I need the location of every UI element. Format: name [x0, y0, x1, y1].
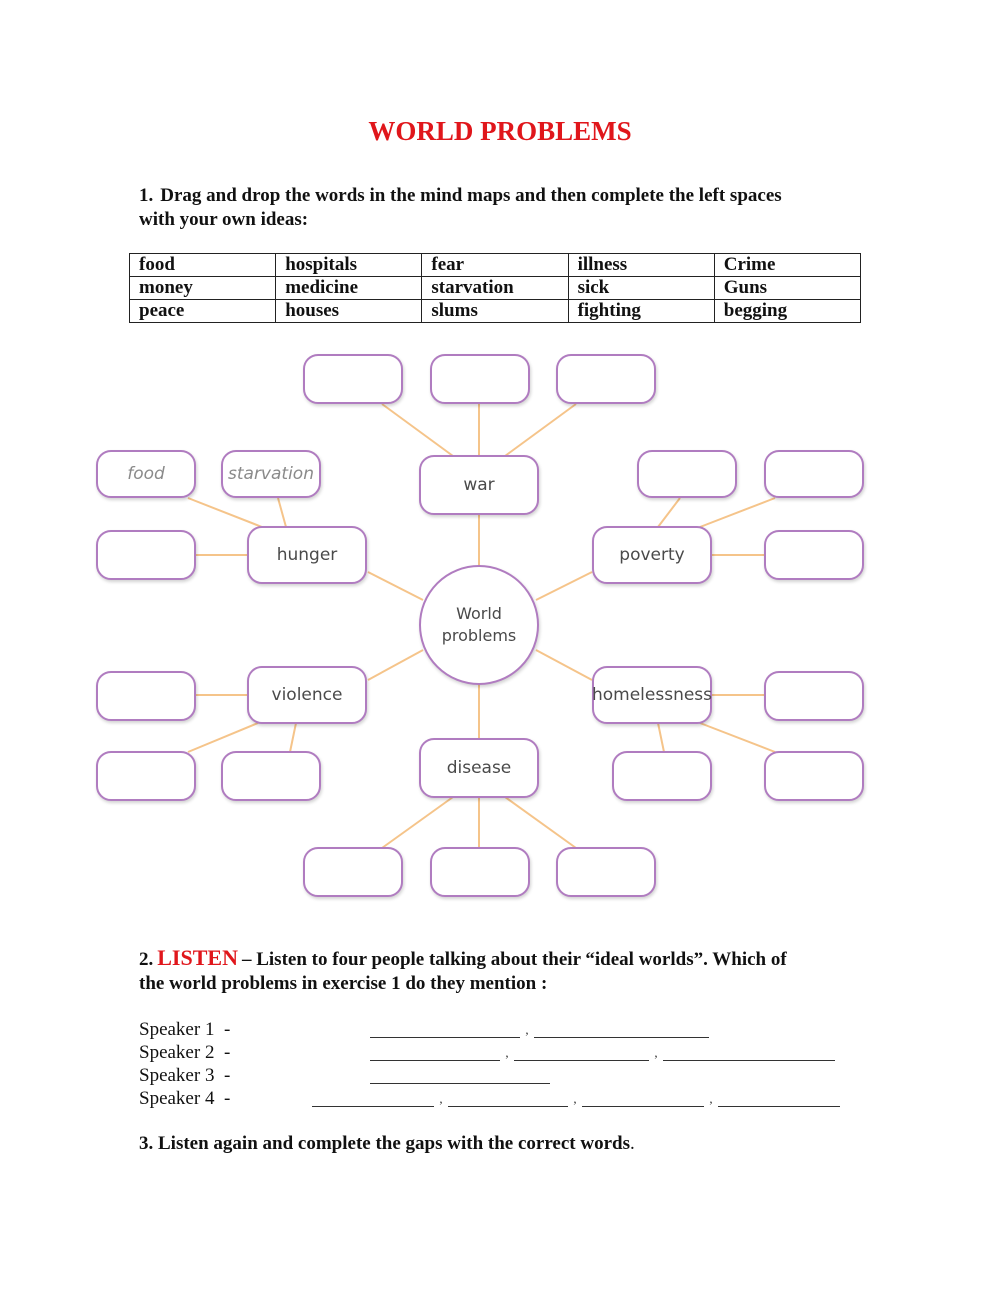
connector-line: [536, 650, 592, 680]
word-bank-table: [129, 253, 861, 323]
answer-blank[interactable]: [448, 1094, 568, 1107]
center-label-line2: problems: [441, 626, 517, 645]
answer-blank[interactable]: [370, 1025, 520, 1038]
drop-slot-war-1[interactable]: [303, 354, 403, 404]
speaker-dash: -: [223, 1088, 231, 1109]
hub-label: disease: [446, 758, 512, 778]
comma: ,: [439, 1091, 443, 1106]
speaker-name: Speaker 3: [139, 1065, 215, 1086]
word-chip[interactable]: slums: [422, 300, 568, 323]
word-chip[interactable]: illness: [568, 254, 714, 277]
hub-label: war: [463, 475, 495, 495]
drop-slot-hunger-1[interactable]: [96, 450, 196, 498]
word-bank-row: [130, 254, 861, 277]
drop-slot-poverty-3[interactable]: [764, 530, 864, 580]
word-chip[interactable]: fighting: [568, 300, 714, 323]
drop-slot-hunger-3[interactable]: [96, 530, 196, 580]
exercise-2-text-line1: – Listen to four people talking about their “ideal worlds”. Which of: [241, 949, 787, 970]
filled-answer: food: [127, 464, 165, 484]
speaker-name: Speaker 2: [139, 1042, 215, 1063]
drop-slot-war-3[interactable]: [556, 354, 656, 404]
comma: ,: [709, 1091, 713, 1106]
answer-blank[interactable]: [312, 1094, 434, 1107]
hub-hunger: [247, 526, 367, 584]
drop-slot-poverty-1[interactable]: [637, 450, 737, 498]
answer-blank[interactable]: [582, 1094, 704, 1107]
exercise-1-text-line1: Drag and drop the words in the mind maps and then complete the left spaces: [160, 185, 782, 206]
connector-line: [505, 404, 576, 456]
drop-slot-disease-3[interactable]: [556, 847, 656, 897]
word-chip[interactable]: houses: [276, 300, 422, 323]
speaker-name: Speaker 4: [139, 1088, 215, 1109]
hub-war: [419, 455, 539, 515]
exercise-2-instruction: [139, 946, 879, 996]
word-chip[interactable]: medicine: [276, 277, 422, 300]
speaker-4-label: [139, 1087, 230, 1110]
connector-line: [700, 498, 775, 527]
exercise-1-instruction: [139, 184, 879, 232]
drop-slot-hunger-2[interactable]: [221, 450, 321, 498]
word-chip[interactable]: money: [130, 277, 276, 300]
speaker-2-label: [139, 1041, 230, 1064]
drop-slot-disease-2[interactable]: [430, 847, 530, 897]
connector-line: [382, 404, 453, 456]
connector-line: [658, 723, 664, 752]
word-chip[interactable]: Guns: [714, 277, 860, 300]
hub-homelessness: [592, 666, 712, 724]
exercise-3-period: .: [629, 1133, 635, 1154]
connector-line: [536, 572, 592, 600]
answer-blank[interactable]: [370, 1048, 500, 1061]
drop-slot-homelessness-2[interactable]: [612, 751, 712, 801]
drop-slot-poverty-2[interactable]: [764, 450, 864, 498]
comma: ,: [573, 1091, 577, 1106]
speaker-dash: -: [223, 1042, 231, 1063]
comma: ,: [525, 1022, 529, 1037]
speaker-4-blanks: [312, 1091, 840, 1107]
word-chip[interactable]: hospitals: [276, 254, 422, 277]
answer-blank[interactable]: [534, 1025, 709, 1038]
drop-slot-disease-1[interactable]: [303, 847, 403, 897]
exercise-2-number: 2.: [139, 949, 154, 970]
connector-line: [290, 723, 296, 752]
speaker-1-label: [139, 1018, 230, 1041]
answer-blank[interactable]: [370, 1071, 550, 1084]
answer-blank[interactable]: [718, 1094, 840, 1107]
hub-label: violence: [271, 685, 343, 705]
word-bank-row: [130, 277, 861, 300]
connector-line: [658, 498, 680, 527]
hub-poverty: [592, 526, 712, 584]
exercise-2-text-line2: the world problems in exercise 1 do they mention :: [139, 973, 548, 994]
hub-label: hunger: [276, 545, 338, 565]
hub-violence: [247, 666, 367, 724]
speaker-1-blanks: [370, 1022, 709, 1038]
word-chip[interactable]: food: [130, 254, 276, 277]
drop-slot-violence-1[interactable]: [96, 671, 196, 721]
exercise-3-instruction: [139, 1132, 879, 1156]
exercise-1-number: 1.: [139, 185, 154, 206]
word-chip[interactable]: fear: [422, 254, 568, 277]
hub-disease: [419, 738, 539, 798]
exercise-3-text: 3. Listen again and complete the gaps with the correct words: [139, 1133, 630, 1154]
page-title: WORLD PROBLEMS: [368, 116, 632, 146]
speaker-3-label: [139, 1064, 230, 1087]
drop-slot-homelessness-3[interactable]: [764, 751, 864, 801]
answer-blank[interactable]: [514, 1048, 649, 1061]
connector-line: [505, 797, 576, 848]
filled-answer: starvation: [228, 464, 314, 484]
answer-blank[interactable]: [663, 1048, 835, 1061]
connector-line: [368, 650, 423, 680]
word-chip[interactable]: begging: [714, 300, 860, 323]
connector-line: [278, 498, 286, 527]
speaker-dash: -: [223, 1019, 231, 1040]
word-bank-row: [130, 300, 861, 323]
comma: ,: [654, 1045, 658, 1060]
speaker-dash: -: [223, 1065, 231, 1086]
comma: ,: [505, 1045, 509, 1060]
speaker-2-blanks: [370, 1045, 835, 1061]
drop-slot-violence-3[interactable]: [221, 751, 321, 801]
hub-label: homelessness: [591, 685, 713, 705]
hub-label: poverty: [619, 545, 685, 565]
word-chip[interactable]: sick: [568, 277, 714, 300]
center-node-world-problems: [419, 565, 539, 685]
word-chip[interactable]: Crime: [714, 254, 860, 277]
speaker-name: Speaker 1: [139, 1019, 215, 1040]
word-chip[interactable]: starvation: [422, 277, 568, 300]
connector-line: [700, 723, 775, 752]
connector-line: [188, 723, 258, 752]
connector-line: [382, 797, 453, 848]
listen-keyword: LISTEN: [157, 945, 238, 970]
speaker-3-blanks: [370, 1068, 550, 1084]
center-label-line1: World: [456, 604, 502, 623]
connector-line: [368, 572, 423, 600]
exercise-1-text-line2: with your own ideas:: [139, 209, 309, 230]
word-chip[interactable]: peace: [130, 300, 276, 323]
drop-slot-homelessness-1[interactable]: [764, 671, 864, 721]
connector-line: [188, 498, 262, 527]
drop-slot-violence-2[interactable]: [96, 751, 196, 801]
drop-slot-war-2[interactable]: [430, 354, 530, 404]
